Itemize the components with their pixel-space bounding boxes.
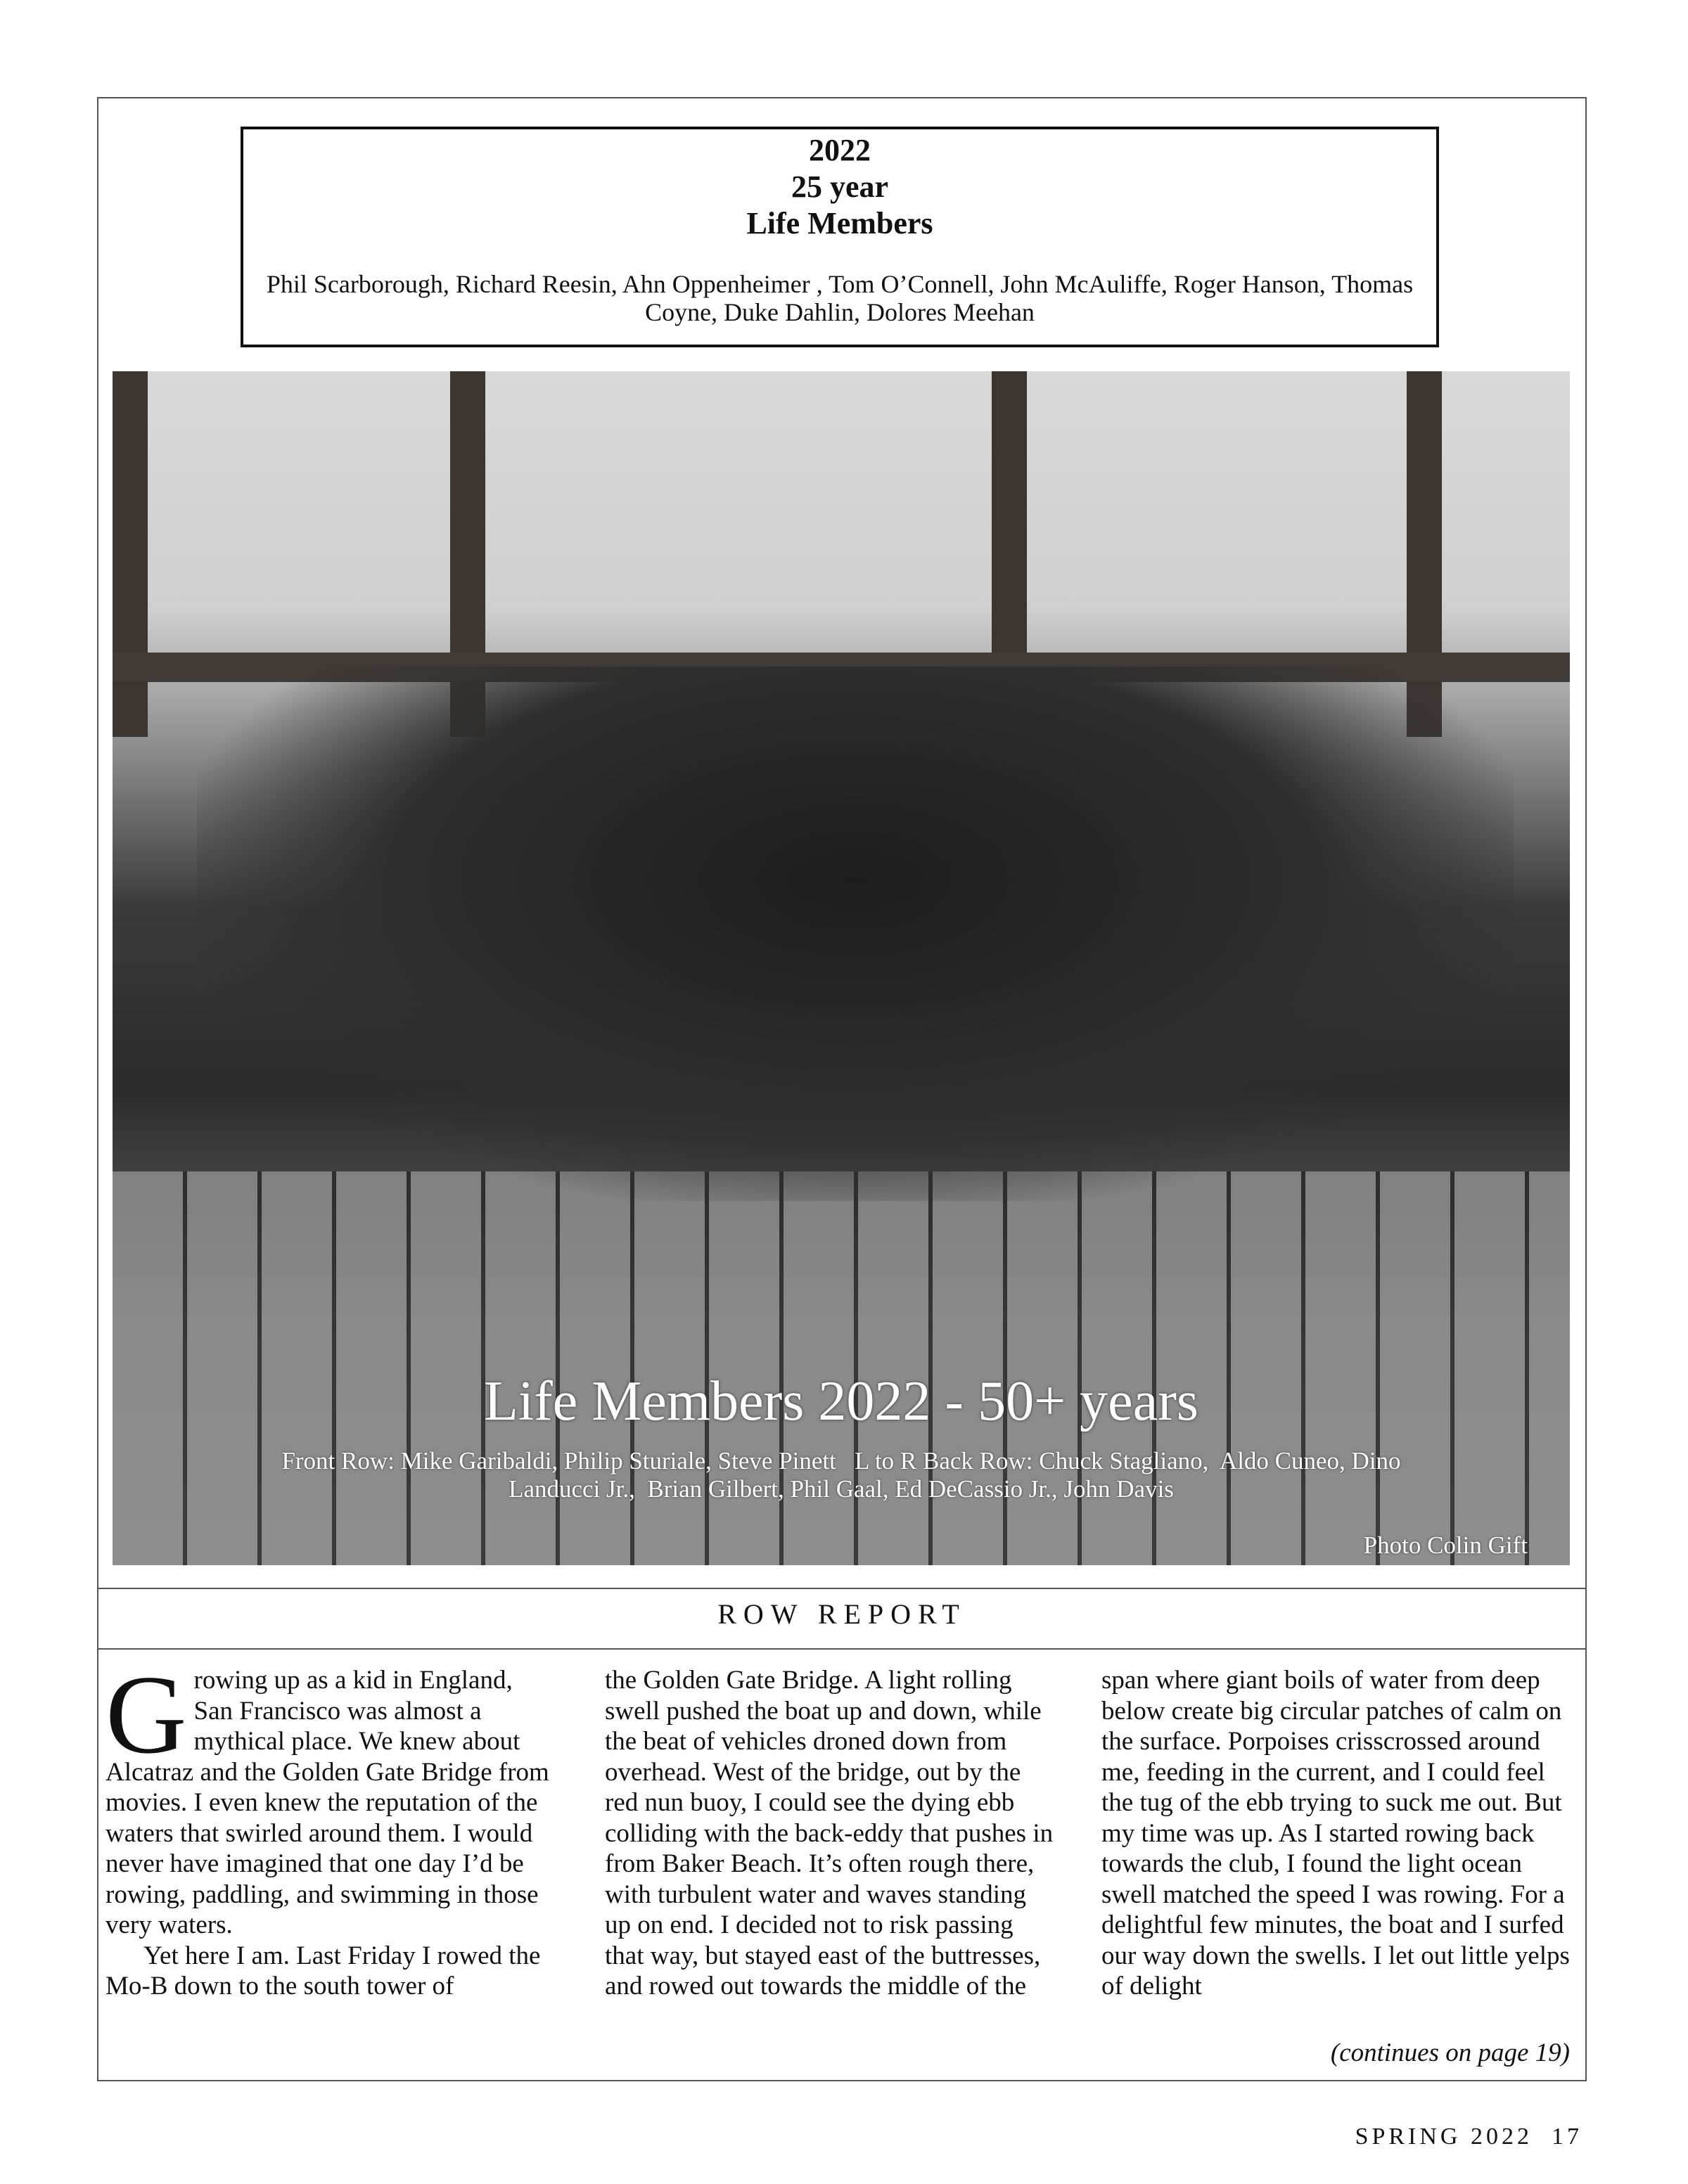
- box-year: 2022: [809, 133, 871, 167]
- photo-caption: [155, 1447, 1528, 1503]
- box-names: Phil Scarborough, Richard Reesin, Ahn Oppenheimer , Tom O’Connell, John McAuliffe, Roger Hanson, Thomas Coyne, Duke Dahlin, Dolores Meehan: [266, 270, 1414, 326]
- page-footer: [1355, 2124, 1582, 2150]
- caption-line-1: Front Row: Mike Garibaldi, Philip Sturiale, Steve Pinett L to R Back Row: Chuck Stagliano, Aldo Cuneo, Dino: [281, 1447, 1401, 1475]
- box-subtitle: 25 year: [791, 169, 889, 204]
- divider: [97, 1648, 1587, 1650]
- issue-label: SPRING 2022: [1355, 2124, 1533, 2150]
- drop-cap: G: [106, 1652, 187, 1777]
- divider: [97, 1588, 1587, 1589]
- box-title: Life Members: [746, 206, 933, 240]
- col3-text: span where giant boils of water from deep below create big circular patches of calm on the surface. Porpoises crisscrossed around me, feeding in the current, and I could feel the tug of the ebb trying to suck me out. But my time was up. As I started rowing back towards the club, I found the light ocean swell matched the speed I was rowing. For a delightful few minutes, the boat and I surfed our way down the swells. I let out little yelps of delight: [1101, 1666, 1570, 2000]
- group-photo: [113, 371, 1570, 1565]
- article-column-2: [605, 1665, 1055, 2002]
- col2-text: the Golden Gate Bridge. A light rolling swell pushed the boat up and down, while the beat of vehicles droned down from overhead. West of the bridge, out by the red nun buoy, I could see the dying ebb colliding with the back-eddy that pushes in from Baker Beach. It’s often rough there, with turbulent water and waves standing up on end. I decided not to risk passing that way, but stayed east of the buttresses, and rowed out towards the middle of the: [605, 1666, 1054, 2000]
- page-number: 17: [1552, 2124, 1582, 2150]
- section-heading: ROW REPORT: [717, 1598, 966, 1630]
- caption-line-2: Landucci Jr., Brian Gilbert, Phil Gaal, Ed DeCassio Jr., John Davis: [509, 1475, 1174, 1503]
- article-column-3: [1101, 1665, 1573, 2002]
- col1-paragraph-2: Yet here I am. Last Friday I rowed the Mo-B down to the south tower of: [106, 1941, 541, 2000]
- article-column-1: [106, 1652, 556, 2002]
- 25-year-life-members-box: [241, 127, 1439, 347]
- continues-note: (continues on page 19): [1330, 2038, 1570, 2067]
- photo-title: Life Members 2022 - 50+ years: [484, 1370, 1198, 1432]
- photo-credit: Photo Colin Gift: [1363, 1531, 1528, 1559]
- col1-paragraph-1: rowing up as a kid in England, San Francisco was almost a mythical place. We knew about Alcatraz and the Golden Gate Bridge from movies. I even knew the reputation of the waters that swirled around them. I would never have imagined that one day I’d be rowing, paddling, and swimming in those very waters.: [106, 1666, 549, 1939]
